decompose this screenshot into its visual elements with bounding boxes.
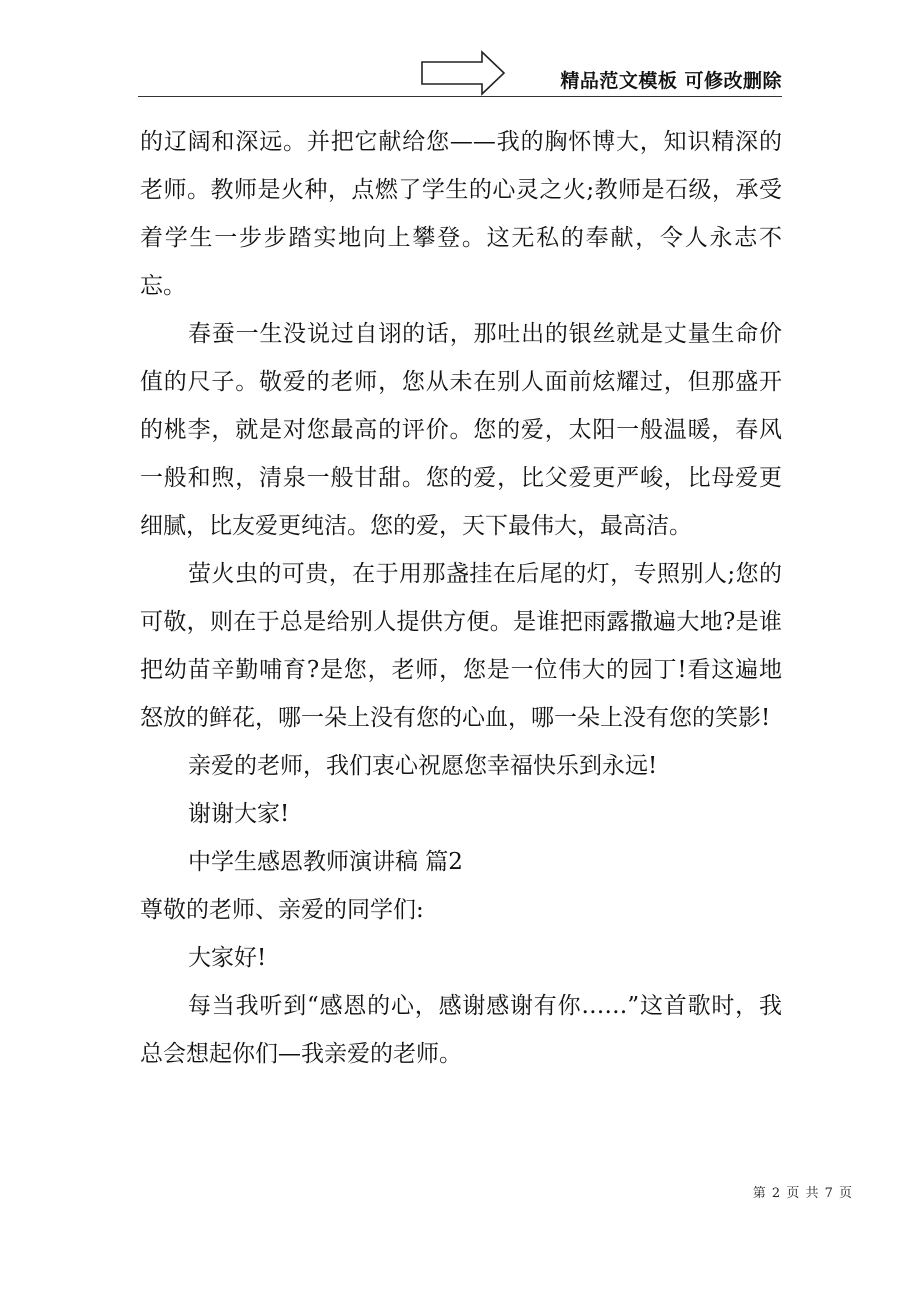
document-body <box>140 118 782 1078</box>
page-header <box>138 50 782 98</box>
paragraph: 每当我听到“感恩的心，感谢感谢有你……”这首歌时，我总会想起你们—我亲爱的老师。 <box>140 993 782 1067</box>
section-title: 中学生感恩教师演讲稿 篇2 <box>188 849 463 875</box>
page-number: 第 2 页 共 7 页 <box>752 1186 852 1201</box>
greeting: 大家好! <box>188 945 267 971</box>
paragraph: 的辽阔和深远。并把它献给您——我的胸怀博大，知识精深的老师。教师是火种，点燃了学生的心灵之火;教师是石级，承受着学生一步步踏实地向上攀登。这无私的奉献，令人永志不忘。 <box>140 129 782 299</box>
salutation: 尊敬的老师、亲爱的同学们: <box>140 897 424 923</box>
paragraph: 谢谢大家! <box>188 801 290 827</box>
paragraph: 春蚕一生没说过自诩的话，那吐出的银丝就是丈量生命价值的尺子。敬爱的老师，您从未在别人面前炫耀过，但那盛开的桃李，就是对您最高的评价。您的爱，太阳一般温暖，春风一般和煦，清泉一般甘甜。您的爱，比父爱更严峻，比母爱更细腻，比友爱更纯洁。您的爱，天下最伟大，最高洁。 <box>140 321 782 539</box>
paragraph: 亲爱的老师，我们衷心祝愿您幸福快乐到永远! <box>188 753 658 779</box>
right-arrow-outline-icon <box>420 50 506 98</box>
header-divider <box>138 96 782 97</box>
header-title: 精品范文模板 可修改删除 <box>560 70 782 92</box>
paragraph: 萤火虫的可贵，在于用那盏挂在后尾的灯，专照别人;您的可敬，则在于总是给别人提供方便。是谁把雨露撒遍大地?是谁把幼苗辛勤哺育?是您，老师，您是一位伟大的园丁!看这遍地怒放的鲜花，哪一朵上没有您的心血，哪一朵上没有您的笑影! <box>140 561 782 731</box>
